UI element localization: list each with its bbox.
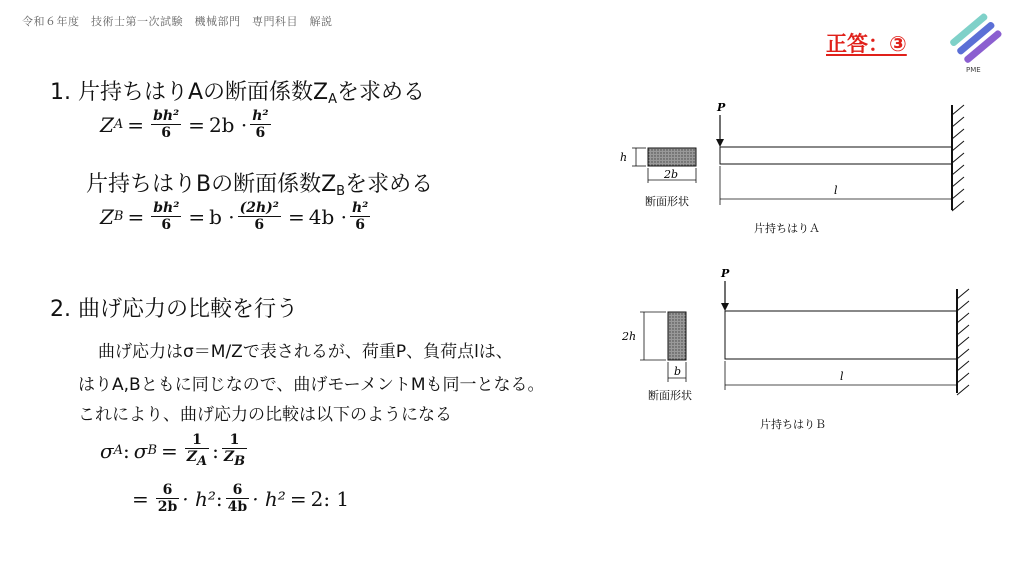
caption-a: 片持ちはりＡ [754, 222, 820, 235]
load-arrow-a [716, 139, 724, 147]
beam-a [720, 147, 952, 164]
section2-title: 2. 曲げ応力の比較を行う [50, 297, 298, 322]
header-title: 令和６年度 技術士第一次試験 機械部門 専門科目 解説 [22, 15, 333, 28]
section-rect-a [648, 148, 696, 166]
section-label-b: 断面形状 [648, 389, 692, 402]
load-label-a: P [717, 101, 726, 114]
figure-beam-a [612, 95, 982, 245]
answer-label: 正答：③ [826, 32, 907, 56]
h-label-a: h [620, 151, 628, 164]
length-label-a: l [834, 184, 838, 197]
figure-beam-b [612, 265, 982, 440]
width-label-a: 2b [664, 168, 679, 181]
section-rect-b [668, 312, 686, 360]
section1-title: 1. 片持ちはりAの断面係数$Z_A$を求める [50, 80, 426, 107]
caption-b: 片持ちはりＢ [760, 418, 826, 431]
formula-zb: Z B = $\frac{\text{bh²}}{6}$ = b · $\frac{\text{(2h)²}}{6}$ = 4b · $\frac{\text{h²}}{6}$ [100, 200, 369, 233]
section2-line3: これにより、曲げ応力の比較は以下のようになる [78, 405, 452, 425]
load-arrow-b [721, 303, 729, 311]
section1-subtitle: 片持ちはりBの断面係数$Z_B$を求める [86, 172, 434, 199]
length-label-b: l [840, 370, 844, 383]
beam-b [725, 311, 957, 359]
formula-result: = $\frac{6}{2b}$ · h² : $\frac{6}{4b}$ · h² = 2: 1 [132, 482, 350, 515]
section2-line1: 曲げ応力はσ＝M/Zで表されるが、荷重P、負荷点lは、 [98, 342, 513, 362]
logo-text: PME [966, 66, 981, 74]
load-label-b: P [721, 267, 730, 280]
h-label-b: 2h [622, 330, 637, 343]
formula-za: Z A = $\frac{\text{bh²}}{6}$ = 2b · $\frac{\text{h²}}{6}$ [100, 108, 269, 141]
formula-ratio: σ A : σ B = $\frac{1}{ZA}$ : $\frac{1}{ZB}$ [100, 432, 246, 469]
width-label-b: b [674, 365, 682, 378]
section-label-a: 断面形状 [645, 195, 689, 208]
section2-line2: はりA,Bともに同じなので、曲げモーメントMも同一となる。 [78, 375, 545, 395]
